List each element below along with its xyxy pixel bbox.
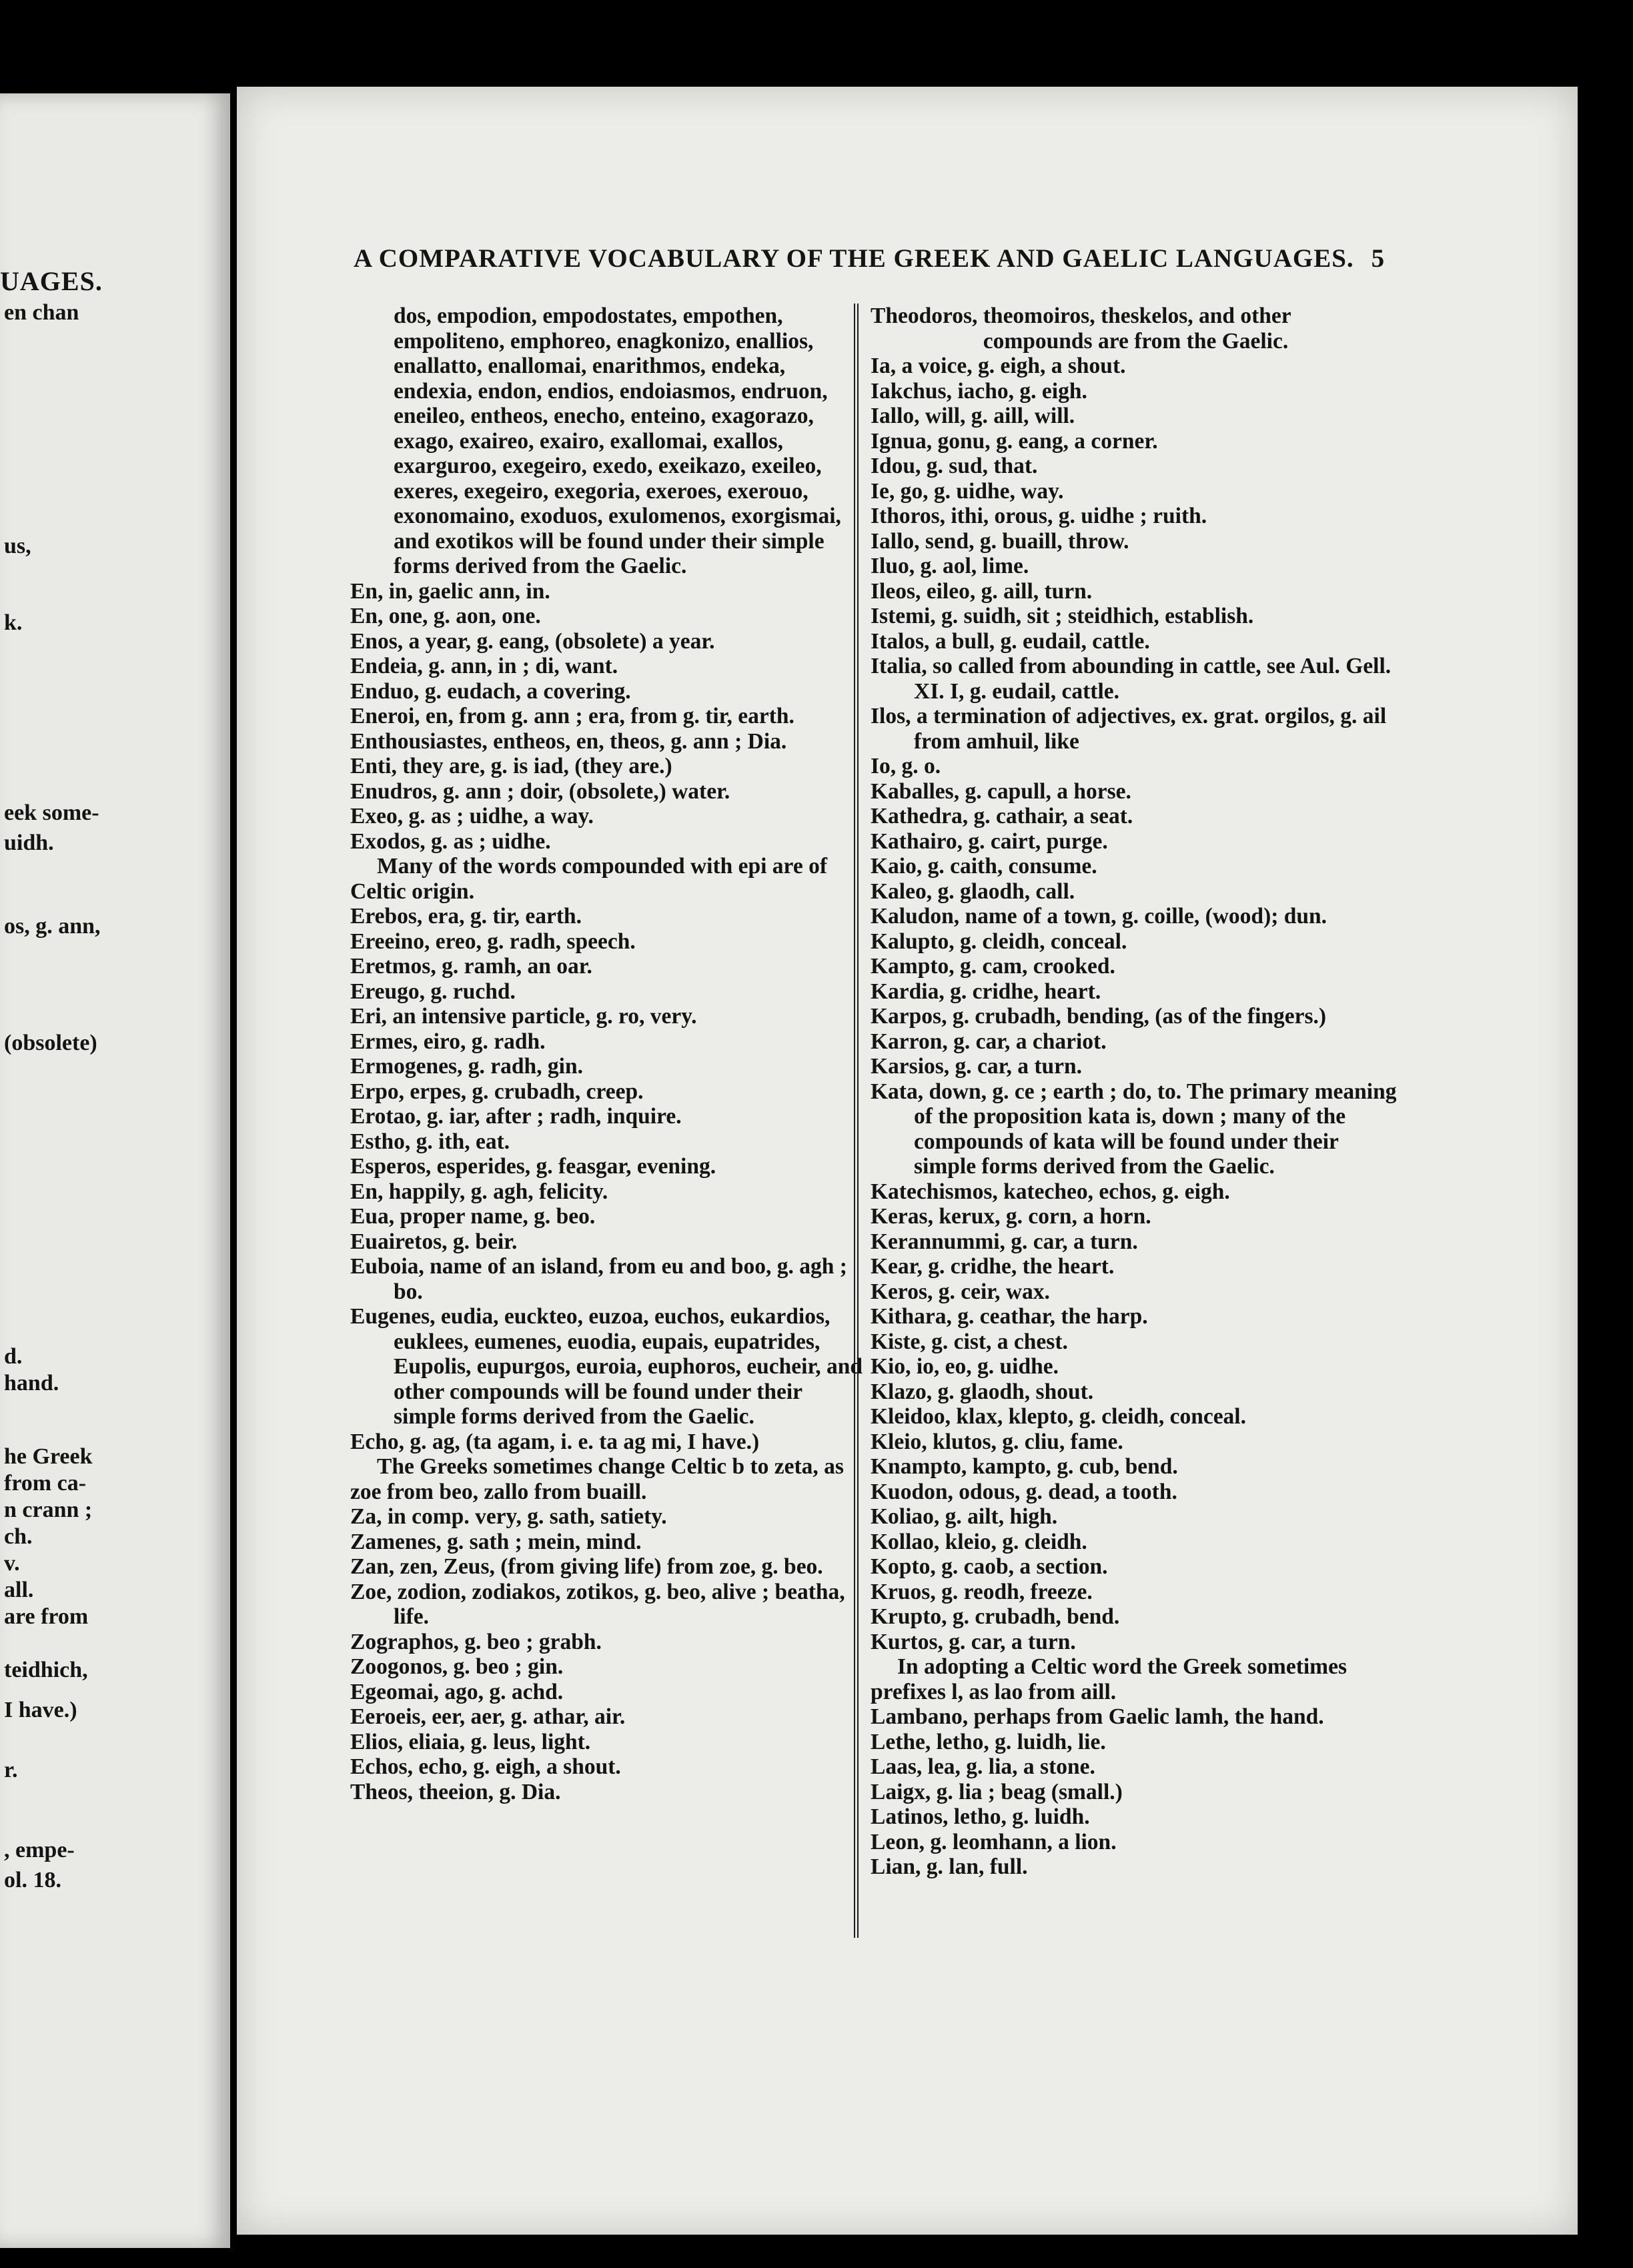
- left-page-text-fragment: d.: [4, 1344, 23, 1369]
- left-page-text-fragment: hand.: [4, 1371, 59, 1395]
- vocab-entry: Echos, echo, g. eigh, a shout.: [350, 1754, 621, 1779]
- vocab-entry: Kear, g. cridhe, the heart.: [871, 1254, 1115, 1279]
- vocab-entry: Karpos, g. crubadh, bending, (as of the fingers.): [871, 1004, 1327, 1029]
- left-column: [350, 304, 867, 1804]
- vocab-entry: Karsios, g. car, a turn.: [871, 1054, 1083, 1079]
- vocab-entry: Kaballes, g. capull, a horse.: [871, 778, 1131, 804]
- vocab-entry: Theos, theeion, g. Dia.: [350, 1779, 561, 1804]
- left-page-text-fragment: n crann ;: [4, 1498, 93, 1522]
- vocab-entry: Keras, kerux, g. corn, a horn.: [871, 1204, 1151, 1229]
- left-page-text-fragment: k.: [4, 610, 23, 635]
- vocab-entry: Kampto, g. cam, crooked.: [871, 954, 1115, 979]
- vocab-entry: Euboia, name of an island, from eu and boo, g. agh ; bo.: [350, 1254, 847, 1304]
- left-page-text-fragment: eek some-: [4, 800, 99, 825]
- vocab-entry: Zan, zen, Zeus, (from giving life) from zoe, g. beo.: [350, 1554, 823, 1579]
- vocab-entry: Iallo, will, g. aill, will.: [871, 404, 1075, 428]
- vocab-entry: Ileos, eileo, g. aill, turn.: [871, 578, 1093, 604]
- left-page-text-fragment: I have.): [4, 1698, 77, 1722]
- vocab-entry: Theodoros, theomoiros, theskelos, and other: [871, 304, 1291, 328]
- vocab-entry: Io, g. o.: [871, 754, 941, 778]
- vocab-entry: Kiste, g. cist, a chest.: [871, 1329, 1068, 1354]
- left-page-text-fragment: ch.: [4, 1524, 33, 1549]
- vocab-entry: Enti, they are, g. is iad, (they are.): [350, 754, 672, 778]
- left-page-text-fragment: v.: [4, 1551, 20, 1576]
- vocab-entry: Exodos, g. as ; uidhe.: [350, 828, 551, 854]
- right-column: [871, 304, 1401, 1880]
- vocab-entry: Eua, proper name, g. beo.: [350, 1204, 596, 1229]
- column-rule: [854, 304, 859, 1938]
- vocab-entry: Ermes, eiro, g. radh.: [350, 1029, 546, 1054]
- left-page-text-fragment: os, g. ann,: [4, 914, 101, 939]
- vocab-entry: Laigx, g. lia ; beag (small.): [871, 1779, 1123, 1804]
- left-page-heading-fragment: UAGES.: [0, 266, 103, 296]
- vocab-entry: Kio, io, eo, g. uidhe.: [871, 1354, 1059, 1379]
- vocab-entry: The Greeks sometimes change Celtic b to zeta, as zoe from beo, zallo from buaill.: [350, 1454, 844, 1504]
- vocab-entry: Iallo, send, g. buaill, throw.: [871, 528, 1129, 554]
- vocab-entry: Klazo, g. glaodh, shout.: [871, 1379, 1094, 1404]
- vocab-entry: Enduo, g. eudach, a covering.: [350, 678, 631, 704]
- left-page-text-fragment: r.: [4, 1758, 18, 1782]
- vocab-entry: Ermogenes, g. radh, gin.: [350, 1054, 583, 1079]
- vocab-entry: Kaleo, g. glaodh, call.: [871, 879, 1075, 904]
- vocab-entry: Ilos, a termination of adjectives, ex. grat. orgilos, g. ail from amhuil, like: [871, 704, 1387, 754]
- vocab-entry: Kerannummi, g. car, a turn.: [871, 1229, 1138, 1254]
- vocab-entry: Kathedra, g. cathair, a seat.: [871, 804, 1133, 828]
- left-page-text-fragment: all.: [4, 1578, 34, 1602]
- vocab-entry: In adopting a Celtic word the Greek sometimes prefixes l, as lao from aill.: [871, 1654, 1347, 1704]
- vocab-entry: Ia, a voice, g. eigh, a shout.: [871, 354, 1126, 378]
- vocab-entry: Egeomai, ago, g. achd.: [350, 1679, 564, 1704]
- vocab-entry: Enthousiastes, entheos, en, theos, g. ann ; Dia.: [350, 728, 787, 754]
- left-page-text-fragment: uidh.: [4, 830, 54, 855]
- vocab-entry: Istemi, g. suidh, sit ; steidhich, establish.: [871, 604, 1254, 628]
- vocab-entry: Latinos, letho, g. luidh.: [871, 1804, 1090, 1829]
- left-page-text-fragment: teidhich,: [4, 1658, 88, 1682]
- left-page-text-fragment: (obsolete): [4, 1031, 97, 1055]
- vocab-entry: Ithoros, ithi, orous, g. uidhe ; ruith.: [871, 504, 1207, 528]
- vocab-entry: Leon, g. leomhann, a lion.: [871, 1829, 1117, 1854]
- page-number: 5: [1371, 244, 1386, 273]
- vocab-entry: compounds are from the Gaelic.: [983, 328, 1289, 354]
- vocab-entry: Ereugo, g. ruchd.: [350, 979, 516, 1004]
- vocab-entry: Kollao, kleio, g. cleidh.: [871, 1529, 1087, 1554]
- vocab-entry: Exeo, g. as ; uidhe, a way.: [350, 804, 594, 828]
- left-page-text-fragment: he Greek: [4, 1444, 93, 1469]
- vocab-entry: dos, empodion, empodostates, empothen, empoliteno, emphoreo, enagkonizo, enallios, enallatto, enallomai, enarithmos, endeka, endexia, endon, endios, endoiasmos, endruon, eneileo, entheos, enecho, enteino, exagorazo, exago, exaireo, exairo, exallomai, exallos, exarguroo, exegeiro, exedo, exeikazo, exeileo, exeres, exegeiro, exegoria, exeroes, exerouo, exonomaino, exoduos, exulomenos, exorgismai, and exotikos will be found under their simple forms derived from the Gaelic.: [394, 304, 841, 578]
- vocab-entry: Kathairo, g. cairt, purge.: [871, 828, 1108, 854]
- vocab-entry: Zamenes, g. sath ; mein, mind.: [350, 1529, 642, 1554]
- left-page-text-fragment: en chan: [4, 300, 79, 325]
- vocab-entry: Katechismos, katecheo, echos, g. eigh.: [871, 1179, 1230, 1204]
- vocab-entry: Enos, a year, g. eang, (obsolete) a year.: [350, 628, 715, 654]
- vocab-entry: Koliao, g. ailt, high.: [871, 1504, 1058, 1529]
- left-page-text-fragment: , empe-: [4, 1838, 75, 1862]
- vocab-entry: Echo, g. ag, (ta agam, i. e. ta ag mi, I have.): [350, 1429, 760, 1454]
- vocab-entry: Iakchus, iacho, g. eigh.: [871, 378, 1087, 404]
- left-page-text-fragment: ol. 18.: [4, 1868, 61, 1892]
- left-page-text-fragment: from ca-: [4, 1471, 87, 1496]
- vocab-entry: Many of the words compounded with epi are of Celtic origin.: [350, 854, 827, 904]
- vocab-entry: Italos, a bull, g. eudail, cattle.: [871, 628, 1150, 654]
- vocab-entry: Kardia, g. cridhe, heart.: [871, 979, 1101, 1004]
- vocab-entry: Kurtos, g. car, a turn.: [871, 1629, 1076, 1654]
- vocab-entry: Erotao, g. iar, after ; radh, inquire.: [350, 1104, 682, 1129]
- vocab-entry: Kuodon, odous, g. dead, a tooth.: [871, 1479, 1177, 1504]
- vocab-entry: Lian, g. lan, full.: [871, 1854, 1028, 1879]
- vocab-entry: Erebos, era, g. tir, earth.: [350, 904, 582, 929]
- vocab-entry: Za, in comp. very, g. sath, satiety.: [350, 1504, 667, 1529]
- vocab-entry: Kopto, g. caob, a section.: [871, 1554, 1108, 1579]
- vocab-entry: Eugenes, eudia, euckteo, euzoa, euchos, eukardios, euklees, eumenes, euodia, eupais, eupatrides, Eupolis, eupurgos, euroia, euphoros, eucheir, and other compounds will be found under their simple forms derived from the Gaelic.: [350, 1304, 863, 1429]
- vocab-entry: Laas, lea, g. lia, a stone.: [871, 1754, 1095, 1779]
- vocab-entry: Kaludon, name of a town, g. coille, (wood); dun.: [871, 904, 1327, 929]
- vocab-entry: Idou, g. sud, that.: [871, 454, 1038, 478]
- vocab-entry: Kleidoo, klax, klepto, g. cleidh, conceal.: [871, 1404, 1246, 1429]
- vocab-entry: En, in, gaelic ann, in.: [350, 578, 550, 604]
- vocab-entry: Endeia, g. ann, in ; di, want.: [350, 654, 618, 678]
- vocab-entry: Eeroeis, eer, aer, g. athar, air.: [350, 1704, 626, 1729]
- vocab-entry: Eneroi, en, from g. ann ; era, from g. tir, earth.: [350, 704, 794, 728]
- vocab-entry: En, happily, g. agh, felicity.: [350, 1179, 608, 1204]
- vocab-entry: Kaio, g. caith, consume.: [871, 854, 1097, 879]
- vocab-entry: Lethe, letho, g. luidh, lie.: [871, 1729, 1106, 1754]
- vocab-entry: Enudros, g. ann ; doir, (obsolete,) water.: [350, 778, 730, 804]
- vocab-entry: Kleio, klutos, g. cliu, fame.: [871, 1429, 1123, 1454]
- vocab-entry: Estho, g. ith, eat.: [350, 1129, 510, 1154]
- vocab-entry: Euairetos, g. beir.: [350, 1229, 518, 1254]
- vocab-entry: Kalupto, g. cleidh, conceal.: [871, 929, 1127, 954]
- vocab-entry: Kata, down, g. ce ; earth ; do, to. The primary meaning of the proposition kata is, down ; many of the compounds of kata will be found under their simple forms derived from the Gaelic.: [871, 1079, 1397, 1179]
- vocab-entry: Zoe, zodion, zodiakos, zotikos, g. beo, alive ; beatha, life.: [350, 1579, 845, 1629]
- vocab-entry: En, one, g. aon, one.: [350, 604, 541, 628]
- vocab-entry: Keros, g. ceir, wax.: [871, 1279, 1050, 1304]
- vocab-entry: Erpo, erpes, g. crubadh, creep.: [350, 1079, 644, 1104]
- running-head-title: A COMPARATIVE VOCABULARY OF THE GREEK AND GAELIC LANGUAGES.: [354, 244, 1354, 273]
- vocab-entry: Zoogonos, g. beo ; gin.: [350, 1654, 564, 1679]
- vocab-entry: Esperos, esperides, g. feasgar, evening.: [350, 1154, 716, 1179]
- vocab-entry: Kithara, g. ceathar, the harp.: [871, 1304, 1148, 1329]
- vocab-entry: Ereeino, ereo, g. radh, speech.: [350, 929, 636, 954]
- left-page-text-fragment: are from: [4, 1604, 89, 1629]
- facing-page-left: [0, 93, 230, 2248]
- vocab-entry: Ie, go, g. uidhe, way.: [871, 478, 1064, 504]
- vocab-entry: Eretmos, g. ramh, an oar.: [350, 954, 592, 979]
- vocab-entry: Krupto, g. crubadh, bend.: [871, 1604, 1120, 1629]
- vocab-entry: Kruos, g. reodh, freeze.: [871, 1579, 1093, 1604]
- vocab-entry: Eri, an intensive particle, g. ro, very.: [350, 1004, 697, 1029]
- vocab-entry: Ignua, gonu, g. eang, a corner.: [871, 428, 1158, 454]
- vocab-entry: Karron, g. car, a chariot.: [871, 1029, 1107, 1054]
- vocab-entry: Lambano, perhaps from Gaelic lamh, the hand.: [871, 1704, 1324, 1729]
- vocab-entry: Italia, so called from abounding in cattle, see Aul. Gell. XI. I, g. eudail, cattle.: [871, 654, 1392, 704]
- vocab-entry: Knampto, kampto, g. cub, bend.: [871, 1454, 1178, 1479]
- vocab-entry: Iluo, g. aol, lime.: [871, 554, 1029, 578]
- vocab-entry: Zographos, g. beo ; grabh.: [350, 1629, 602, 1654]
- running-head: [354, 243, 1554, 273]
- left-page-text-fragment: us,: [4, 534, 31, 558]
- vocab-entry: Elios, eliaia, g. leus, light.: [350, 1729, 591, 1754]
